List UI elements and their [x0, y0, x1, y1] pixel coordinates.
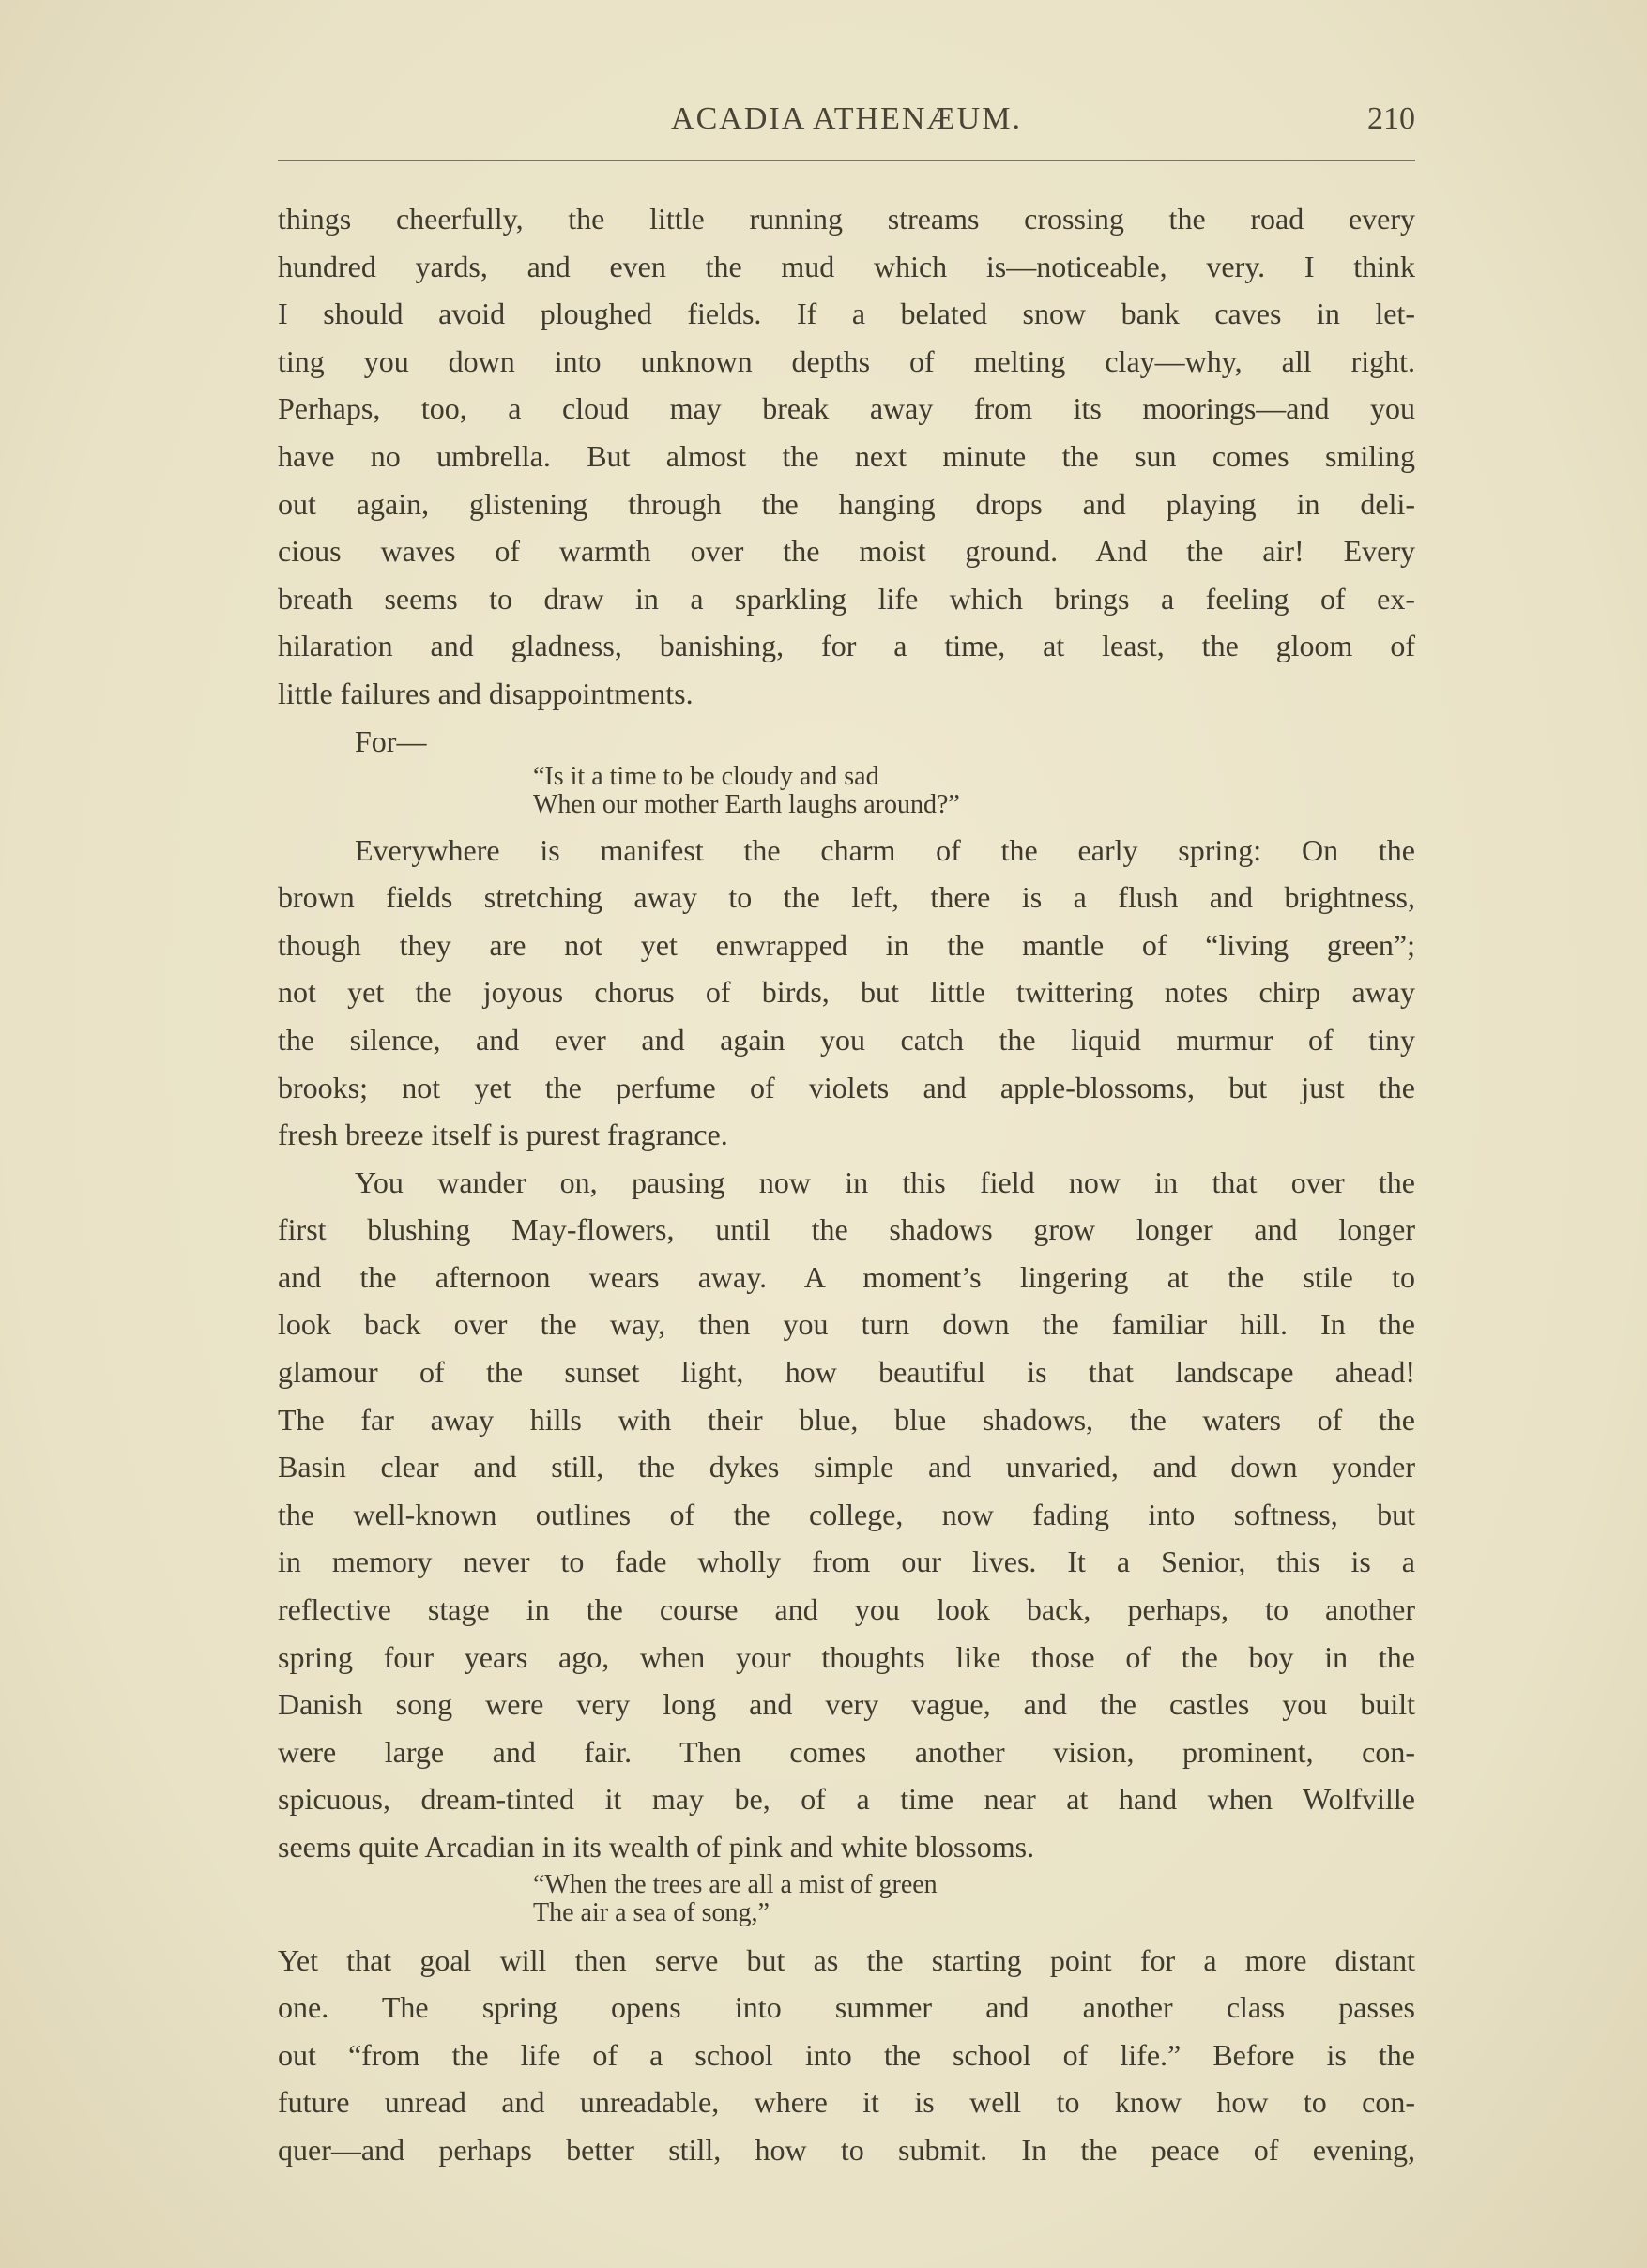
text-line: the silence, and ever and again you catch the liquid murmur of tiny [278, 1022, 1415, 1057]
text-line: Yet that goal will then serve but as the starting point for a more distant [278, 1942, 1415, 1977]
text-line: breath seems to draw in a sparkling life which brings a feeling of ex- [278, 581, 1415, 616]
header-rule [278, 160, 1415, 161]
text-line: little failures and disappointments. [278, 676, 694, 710]
text-line: out “from the life of a school into the school of life.” Before is the [278, 2037, 1415, 2072]
text-line: the well-known outlines of the college, now fading into softness, but [278, 1497, 1415, 1531]
text-line: not yet the joyous chorus of birds, but little twittering notes chirp away [278, 975, 1415, 1010]
text-line: look back over the way, then you turn down the familiar hill. In the [278, 1307, 1415, 1342]
text-line: though they are not yet enwrapped in the mantle of “living green”; [278, 927, 1415, 962]
text-line: Basin clear and still, the dykes simple and unvaried, and down yonder [278, 1450, 1415, 1484]
verse-line: “When the trees are all a mist of green [533, 1869, 938, 1899]
text-line: cious waves of warmth over the moist ground. And the air! Every [278, 534, 1415, 569]
text-line: brown fields stretching away to the left, there is a flush and brightness, [278, 880, 1415, 915]
text-line: Danish song were very long and very vague, and the castles you built [278, 1687, 1415, 1722]
text-line: ting you down into unknown depths of melting clay—why, all right. [278, 343, 1415, 378]
paragraph-2 [278, 827, 1415, 1159]
verse-line: When our mother Earth laughs around?” [533, 789, 960, 819]
text-line: fresh breeze itself is purest fragrance. [278, 1118, 728, 1152]
text-line: Perhaps, too, a cloud may break away from its moorings—and you [278, 391, 1415, 426]
verse-line: “Is it a time to be cloudy and sad [533, 761, 879, 791]
page-header [278, 101, 1415, 154]
text-line: were large and fair. Then comes another vision, prominent, con- [278, 1734, 1415, 1769]
paragraph-4 [278, 1937, 1415, 2174]
text-line: one. The spring opens into summer and another class passes [278, 1990, 1415, 2025]
paragraph-3 [278, 1159, 1415, 1871]
verse-quote-2 [278, 1871, 1415, 1927]
text-line: I should avoid ploughed fields. If a belated snow bank caves in let- [278, 297, 1415, 331]
text-line: things cheerfully, the little running streams crossing the road every [278, 202, 1415, 236]
text-line: out again, glistening through the hanging drops and playing in deli- [278, 486, 1415, 521]
text-line: brooks; not yet the perfume of violets and apple-blossoms, but just the [278, 1070, 1415, 1104]
text-line: first blushing May-flowers, until the shadows grow longer and longer [278, 1212, 1415, 1247]
text-line: spring four years ago, when your thoughts like those of the boy in the [278, 1639, 1415, 1674]
text-line: spicuous, dream-tinted it may be, of a time near at hand when Wolfville [278, 1782, 1415, 1817]
text-line: The far away hills with their blue, blue shadows, the waters of the [278, 1402, 1415, 1437]
text-line: glamour of the sunset light, how beautiful is that landscape ahead! [278, 1355, 1415, 1390]
verse-quote-1 [278, 763, 1415, 819]
text-line: hilaration and gladness, banishing, for a time, at least, the gloom of [278, 629, 1415, 663]
lead-in: For— [355, 723, 427, 758]
text-line: Everywhere is manifest the charm of the early spring: On the [355, 832, 1415, 867]
verse-line: The air a sea of song,” [533, 1897, 770, 1927]
text-line: and the afternoon wears away. A moment’s lingering at the stile to [278, 1259, 1415, 1294]
text-line: in memory never to fade wholly from our lives. It a Senior, this is a [278, 1545, 1415, 1579]
text-line: hundred yards, and even the mud which is—noticeable, very. I think [278, 249, 1415, 283]
body-text [278, 195, 1415, 2174]
text-line: seems quite Arcadian in its wealth of pink and white blossoms. [278, 1830, 1035, 1864]
page-number: 210 [1367, 101, 1415, 136]
text-line: have no umbrella. But almost the next minute the sun comes smiling [278, 438, 1415, 473]
text-line: quer—and perhaps better still, how to submit. In the peace of evening, [278, 2132, 1415, 2167]
text-line: You wander on, pausing now in this field now in that over the [355, 1164, 1415, 1199]
text-line: future unread and unreadable, where it is well to know how to con- [278, 2085, 1415, 2120]
paragraph-1 [278, 195, 1415, 718]
running-title: ACADIA ATHENÆUM. [671, 101, 1022, 136]
text-line: reflective stage in the course and you look back, perhaps, to another [278, 1592, 1415, 1627]
